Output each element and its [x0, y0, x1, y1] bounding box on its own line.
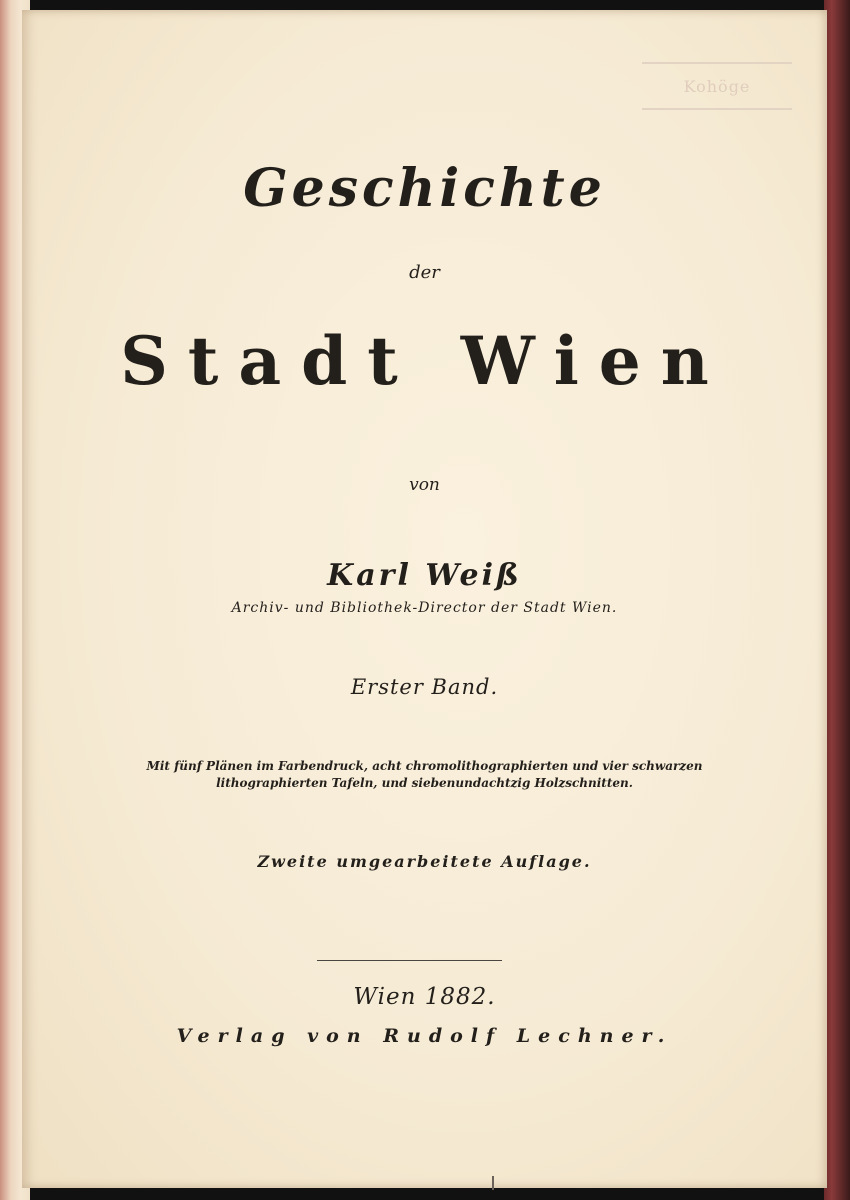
plates-note: Mit fünf Plänen im Farbendruck, acht chromolithographierten und vier schwarzen lithographierten Tafeln, und siebenundachtzig Holzschnitten. [146, 759, 703, 790]
book-title: Geschichte [243, 158, 606, 219]
title-connector: der [409, 262, 440, 283]
title-page [22, 10, 827, 1188]
edition-note: Zweite umgearbeitete Auflage. [257, 852, 592, 871]
binding-edge [824, 0, 850, 1200]
imprint-place-year: Wien 1882. [353, 984, 496, 1010]
author-role: Archiv- und Bibliothek-Director der Stadt Wien. [231, 600, 618, 616]
volume-label: Erster Band. [350, 675, 499, 699]
book-title-city: Stadt Wien [120, 322, 729, 400]
imprint-rule [317, 960, 502, 961]
byline-von: von [409, 475, 440, 495]
library-stamp: Kohöge [642, 62, 792, 110]
page-mark [492, 1176, 494, 1190]
imprint-publisher: Verlag von Rudolf Lechner. [176, 1025, 673, 1047]
author-name: Karl Weiß [327, 558, 522, 593]
